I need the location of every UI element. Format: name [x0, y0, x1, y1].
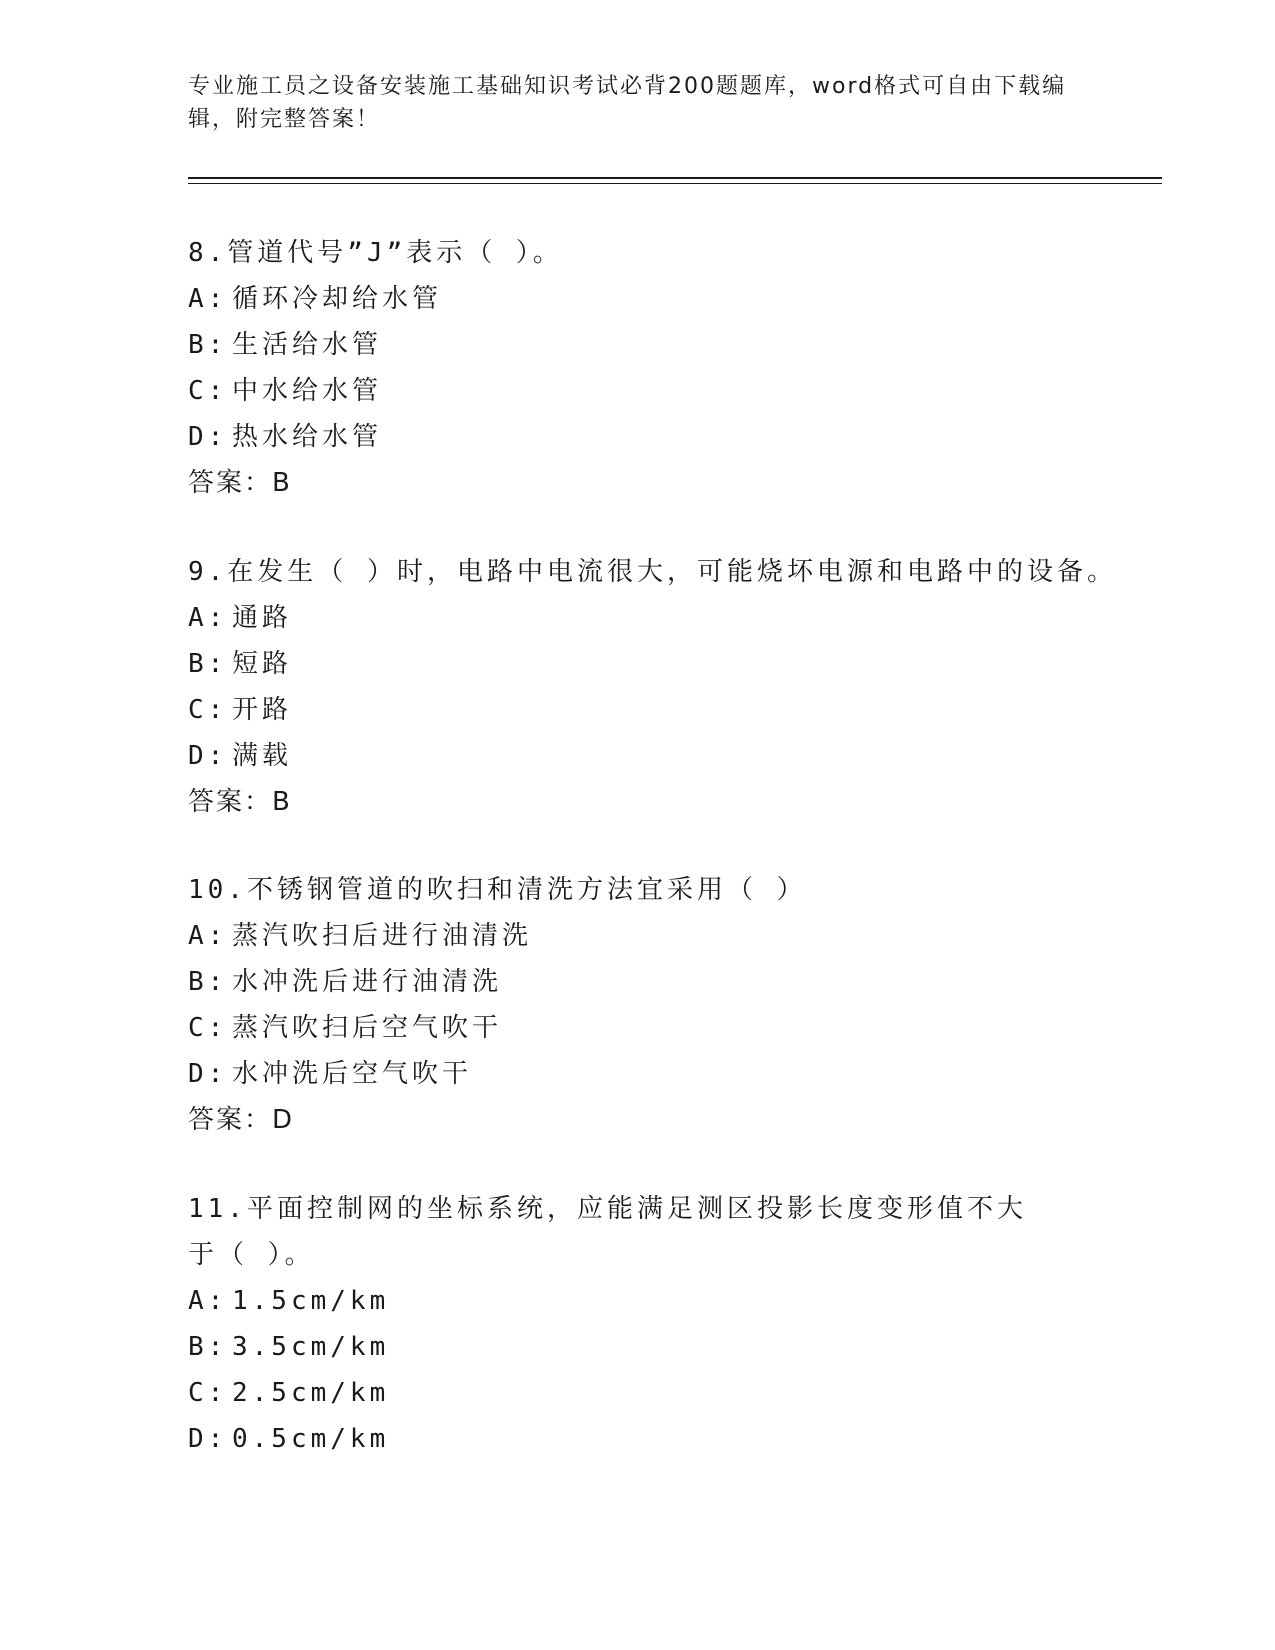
- answer-line: 答案：B: [188, 468, 292, 498]
- option-c: [188, 1370, 1048, 1416]
- question-stem: 9.在发生（ ）时，电路中电流很大，可能烧坏电源和电路中的设备。: [188, 557, 1117, 587]
- option-b: [188, 322, 1068, 368]
- option-letter: C:: [188, 1013, 228, 1043]
- question-8: [188, 230, 1068, 506]
- option-a: [188, 595, 1068, 641]
- option-text: 循环冷却给水管: [232, 284, 443, 314]
- option-text: 3.5cm/km: [232, 1332, 390, 1362]
- option-d: [188, 1051, 1068, 1097]
- option-d: [188, 414, 1068, 460]
- option-letter: B:: [188, 967, 228, 997]
- option-a: [188, 1278, 1048, 1324]
- option-letter: B:: [188, 1332, 228, 1362]
- question-10: [188, 867, 1068, 1143]
- header-divider-bottom: [188, 183, 1162, 184]
- option-text: 短路: [232, 649, 293, 679]
- option-text: 蒸汽吹扫后空气吹干: [232, 1013, 503, 1043]
- option-letter: A:: [188, 284, 228, 314]
- question-stem: 11.平面控制网的坐标系统，应能满足测区投影长度变形值不大于（ ）。: [188, 1194, 1027, 1270]
- option-text: 生活给水管: [232, 330, 383, 360]
- option-text: 水冲洗后进行油清洗: [232, 967, 503, 997]
- option-letter: C:: [188, 695, 228, 725]
- option-letter: B:: [188, 649, 228, 679]
- option-letter: B:: [188, 330, 228, 360]
- answer-line: 答案：B: [188, 787, 292, 817]
- option-c: [188, 687, 1068, 733]
- question-9: [188, 549, 1117, 825]
- option-b: [188, 959, 1068, 1005]
- option-c: [188, 368, 1068, 414]
- option-b: [188, 1324, 1048, 1370]
- option-text: 2.5cm/km: [232, 1378, 390, 1408]
- option-text: 通路: [232, 603, 293, 633]
- option-letter: D:: [188, 1424, 228, 1454]
- option-letter: D:: [188, 1059, 228, 1089]
- option-d: [188, 733, 1068, 779]
- option-letter: C:: [188, 376, 228, 406]
- option-letter: D:: [188, 741, 228, 771]
- option-text: 0.5cm/km: [232, 1424, 390, 1454]
- option-text: 水冲洗后空气吹干: [232, 1059, 473, 1089]
- option-b: [188, 641, 1068, 687]
- option-text: 满载: [232, 741, 293, 771]
- answer-line: 答案：D: [188, 1105, 295, 1135]
- option-a: [188, 913, 1068, 959]
- option-d: [188, 1416, 1048, 1462]
- option-text: 中水给水管: [232, 376, 383, 406]
- question-stem: 10.不锈钢管道的吹扫和清洗方法宜采用（ ）: [188, 875, 807, 905]
- option-text: 热水给水管: [232, 422, 383, 452]
- option-letter: A:: [188, 1286, 228, 1316]
- option-text: 蒸汽吹扫后进行油清洗: [232, 921, 533, 951]
- option-c: [188, 1005, 1068, 1051]
- option-letter: C:: [188, 1378, 228, 1408]
- header-text: 专业施工员之设备安装施工基础知识考试必背200题题库，word格式可自由下载编辑，附完整答案！: [188, 74, 1067, 132]
- question-11: [188, 1186, 1048, 1462]
- option-text: 1.5cm/km: [232, 1286, 390, 1316]
- option-letter: D:: [188, 422, 228, 452]
- option-letter: A:: [188, 921, 228, 951]
- option-letter: A:: [188, 603, 228, 633]
- option-a: [188, 276, 1068, 322]
- question-stem: 8.管道代号”J”表示（ ）。: [188, 238, 563, 268]
- header-divider-top: [188, 177, 1162, 179]
- option-text: 开路: [232, 695, 293, 725]
- document-header: [188, 70, 1088, 136]
